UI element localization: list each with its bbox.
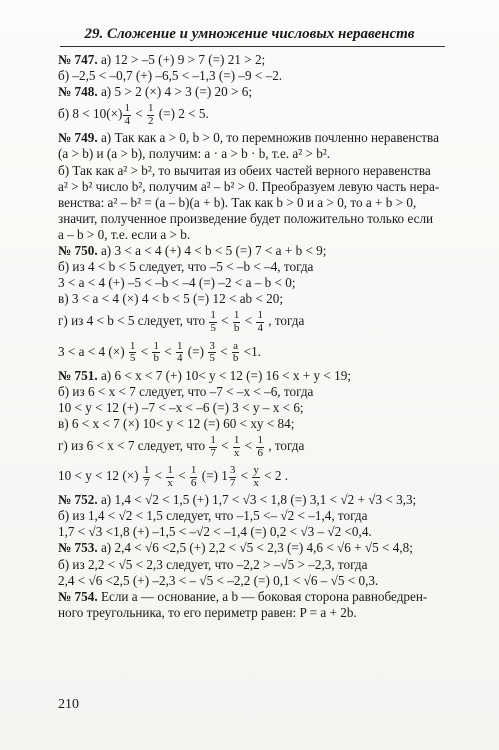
solution-line [58,84,478,100]
line-text: венства: a² – b² = (a – b)(a + b). Так как b > 0 и a > 0, то a + b > 0, [58,194,417,210]
fraction-denominator: x [233,446,240,459]
fraction [147,103,155,127]
solutions-body [58,52,478,621]
fraction-numerator: 1 [176,339,183,352]
solution-line [58,307,478,337]
line-text: а) Так как a > 0, b > 0, то перемножив почленно неравенства [97,130,439,146]
fraction-denominator: 7 [143,476,150,489]
solution-line [58,416,478,432]
solution-line [58,227,478,243]
solution-line [58,68,478,84]
exercise-number: № 753. [58,540,98,556]
solution-line [58,179,478,195]
fraction-numerator: 1 [210,309,216,322]
solution-line [58,130,478,146]
fraction [176,341,184,365]
line-text: a – b > 0, т.е. если a > b. [58,226,191,242]
line-text: в) 6 < x < 7 (×) 10< y < 12 (=) 60 < xy < 84; [58,415,295,431]
line-text: б) Так как a² > b², то вычитая из обеих частей верного неравенства [58,162,431,178]
fraction-denominator: b [153,352,159,365]
fraction [232,341,240,365]
line-text: ного треугольника, то его периметр равен: P = a + 2b. [58,604,357,620]
text-run: г) из 4 < b < 5 следует, что [58,313,209,329]
fraction-numerator: 1 [124,102,130,115]
line-text: а) 6 < x < 7 (+) 10< y < 12 (=) 16 < x + y < 19; [97,367,352,383]
text-run: < [137,343,152,359]
fraction [152,341,160,365]
line-text: а) 3 < a < 4 (+) 4 < b < 5 (=) 7 < a + b < 9; [97,243,327,259]
fraction [233,310,241,334]
fraction-denominator: 6 [257,446,263,459]
fraction-numerator: 1 [210,433,216,446]
fraction-denominator: 2 [147,114,154,127]
solution-line [58,492,478,508]
fraction-numerator: 1 [257,309,263,322]
fraction-denominator: 4 [257,321,263,334]
exercise-number: № 751. [58,367,98,383]
text-run: , тогда [264,313,305,329]
fraction-denominator: b [232,352,239,365]
solution-line [58,605,478,621]
line-text: значит, полученное произведение будет положительно только если [58,210,434,226]
line-text: (a > b) и (a > b), получим: a · a > b · b, т.е. a² > b². [58,146,331,162]
line-text: 1,7 < √3 <1,8 (+) –1,5 < –√2 < –1,4 (=) 0,2 < √3 – √2 <0,4. [58,524,372,540]
text-run: 3 < a < 4 (×) [58,343,128,359]
text-run: < [216,343,231,359]
fraction-denominator: 5 [129,352,136,365]
fraction [256,310,264,334]
fraction [252,465,260,489]
text-run: 10 < y < 12 (×) [58,468,142,484]
solution-line [58,259,478,275]
text-run: (=) 2 < 5. [155,106,209,122]
title-underline [60,46,445,47]
fraction-numerator: 1 [167,464,173,477]
solution-line [58,211,478,227]
text-run: б) 8 < 10(×) [58,106,123,122]
fraction [143,465,151,489]
solution-line [58,462,478,492]
line-text: Если a — основание, а b — боковая сторона равнобедрен- [97,588,428,604]
exercise-number: № 754. [58,588,98,604]
line-text: а) 5 > 2 (×) 4 > 3 (=) 20 > 6; [97,84,253,100]
line-text: в) 3 < a < 4 (×) 4 < b < 5 (=) 12 < ab < 20; [58,291,284,307]
solution-line [58,291,478,307]
exercise-number: № 750. [58,243,98,259]
fraction-numerator: 3 [229,464,236,477]
text-run: < [237,468,252,484]
text-run: < [151,468,166,484]
text-run: < [217,438,232,454]
solution-line [58,400,478,416]
exercise-number: № 747. [58,52,98,67]
text-run: , тогда [264,438,305,454]
fraction-numerator: 3 [209,339,215,352]
fraction-denominator: 7 [229,476,236,489]
solution-line [58,384,478,400]
fraction [166,465,174,489]
fraction [190,465,198,489]
line-text: б) –2,5 < –0,7 (+) –6,5 < –1,3 (=) –9 < –2. [58,68,283,84]
solution-line [58,243,478,259]
line-text: a² > b² число b², получим a² – b² > 0. Преобразуем левую часть нера- [58,178,440,194]
solution-line [58,275,478,291]
fraction-denominator: 4 [176,352,183,365]
fraction [229,465,237,489]
line-text: 10 < y < 12 (+) –7 < –x < –6 (=) 3 < y – x < 6; [58,399,304,415]
fraction [209,435,217,459]
fraction-numerator: 1 [143,464,150,477]
line-text: б) из 6 < x < 7 следует, что –7 < –x < –6, тогда [58,383,314,399]
fraction-denominator: x [167,476,173,489]
line-text: 2,4 < √6 <2,5 (+) –2,3 < – √5 < –2,2 (=) 0,1 < √6 – √5 < 0,3. [58,572,379,588]
text-run: < [131,106,146,122]
fraction [123,103,131,127]
solution-line [58,368,478,384]
fraction-numerator: 1 [257,433,263,446]
fraction [256,435,264,459]
solution-line [58,163,478,179]
text-run: < 2 . [260,468,289,484]
text-run: (=) 1 [198,468,228,484]
exercise-number: № 752. [58,492,98,508]
solution-line [58,52,478,68]
solution-line [58,589,478,605]
fraction-numerator: 1 [190,464,197,477]
fraction [209,310,217,334]
fraction-numerator: 1 [129,339,136,352]
fraction [233,435,241,459]
exercise-number: № 748. [58,84,98,100]
fraction [208,341,216,365]
solution-line [58,195,478,211]
line-text: а) 2,4 < √6 <2,5 (+) 2,2 < √5 < 2,3 (=) 4,6 < √6 + √5 < 4,8; [97,540,413,556]
line-text: б) из 4 < b < 5 следует, что –5 < –b < –4, тогда [58,259,314,275]
line-text: б) из 1,4 < √2 < 1,5 следует, что –1,5 <– √2 < –1,4, тогда [58,508,368,524]
solution-line [58,573,478,589]
text-run: < [174,468,189,484]
fraction-numerator: 1 [233,433,240,446]
solution-line [58,338,478,368]
solution-line [58,557,478,573]
line-text: а) 12 > –5 (+) 9 > 7 (=) 21 > 2; [97,52,266,67]
text-run: < [241,313,256,329]
fraction-denominator: 6 [190,476,197,489]
fraction-numerator: a [233,339,239,352]
text-run: (=) [184,343,208,359]
solution-line [58,146,478,162]
fraction-denominator: 4 [124,114,130,127]
line-text: 3 < a < 4 (+) –5 < –b < –4 (=) –2 < a – b < 0; [58,275,296,291]
fraction-numerator: 1 [153,339,159,352]
page-title: 29. Сложение и умножение числовых неравенств [84,26,415,42]
solution-line [58,540,478,556]
page-number: 210 [58,697,79,712]
text-run: < [160,343,175,359]
fraction-denominator: 5 [210,321,216,334]
exercise-number: № 749. [58,130,98,146]
solution-line [58,432,478,462]
line-text: а) 1,4 < √2 < 1,5 (+) 1,7 < √3 < 1,8 (=) 3,1 < √2 + √3 < 3,3; [97,492,417,508]
text-run: <1. [240,343,261,359]
fraction-numerator: y [253,464,259,477]
fraction-numerator: 1 [233,309,240,322]
fraction-denominator: x [253,476,259,489]
line-text: б) из 2,2 < √5 < 2,3 следует, что –2,2 > –√5 > –2,3, тогда [58,556,368,572]
text-run: < [241,438,256,454]
text-run: г) из 6 < x < 7 следует, что [58,438,209,454]
solution-line [58,524,478,540]
text-run: < [217,313,232,329]
fraction-denominator: 5 [209,352,215,365]
solution-line [58,508,478,524]
fraction-denominator: 7 [210,446,216,459]
fraction-denominator: b [233,321,240,334]
solution-line [58,100,478,130]
fraction-numerator: 1 [147,102,154,115]
fraction [129,341,137,365]
